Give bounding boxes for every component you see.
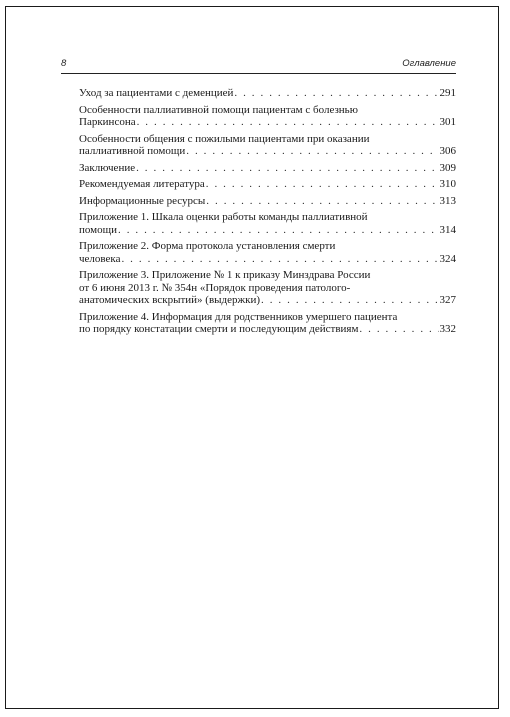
toc-entry[interactable] [79,133,456,158]
section-title: Оглавление [402,58,456,69]
dot-leader [186,145,438,158]
toc-entry[interactable] [79,87,456,100]
toc-entry-title-line: Приложение 2. Форма протокола установления смерти [79,240,336,252]
toc-entry[interactable] [79,311,456,336]
dot-leader [136,162,438,175]
toc-entry-title: Рекомендуемая литература [79,178,205,190]
toc-page-number: 306 [439,145,456,157]
toc-entry-line [79,145,456,158]
toc-entry-line [79,162,456,175]
toc-entry[interactable] [79,104,456,129]
toc-entry-title-line: от 6 июня 2013 г. № 354н «Порядок проведения патолого- [79,281,351,294]
toc-entry-line [79,323,456,336]
toc-entry-title-line: Приложение 4. Информация для родственников умершего пациента [79,310,398,323]
toc-entry-line [79,178,456,191]
toc-page-number: 291 [439,87,456,99]
toc-entry-line [79,253,456,266]
toc-entry-title: анатомических вскрытий» (выдержки) [79,294,261,306]
toc-page-number: 301 [439,116,456,128]
toc-entry-title-line: Особенности общения с пожилыми пациентами при оказании [79,132,370,145]
toc-entry-title: Уход за пациентами с деменцией [79,87,234,99]
toc-entry-title-line: Особенности паллиативной помощи пациентам с болезнью [79,103,358,116]
toc-entry[interactable] [79,269,456,307]
toc-entry[interactable] [79,195,456,208]
toc-entry[interactable] [79,240,456,265]
toc-page-number: 310 [439,178,456,190]
dot-leader [121,253,438,266]
toc-page-number: 313 [439,194,456,207]
dot-leader [359,323,438,336]
running-head [61,58,456,73]
toc-entry-title: Заключение [79,161,136,174]
toc-entry[interactable] [79,211,456,236]
toc-entry-line [79,294,456,307]
toc-entry-title-line: Приложение 1. Шкала оценки работы команды паллиативной [79,211,368,223]
header-rule [61,73,456,74]
toc-entry-title: Паркинсона [79,116,136,128]
toc-entry-line [79,87,456,100]
page-number: 8 [61,58,67,69]
toc-entry-title: паллиативной помощи [79,145,186,157]
toc-entry-line [79,116,456,129]
table-of-contents [79,87,456,340]
dot-leader [206,195,438,208]
toc-page-number: 327 [439,294,456,306]
dot-leader [137,116,439,129]
dot-leader [118,224,439,237]
toc-page-number: 324 [439,252,456,265]
toc-page-number: 332 [439,323,456,335]
toc-entry-line [79,195,456,208]
dot-leader [206,178,439,191]
toc-entry[interactable] [79,162,456,175]
toc-entry-title: человека [79,252,121,265]
dot-leader [234,87,438,100]
toc-page-number: 314 [439,223,456,236]
toc-entry-title-line: Приложение 3. Приложение № 1 к приказу Минздрава России [79,269,371,281]
toc-entry-line [79,224,456,237]
dot-leader [261,294,438,307]
toc-entry[interactable] [79,178,456,191]
toc-entry-title: Информационные ресурсы [79,194,206,207]
toc-entry-title: по порядку констатации смерти и последующим действиям [79,323,359,335]
toc-entry-title: помощи [79,223,117,236]
toc-page-number: 309 [439,161,456,174]
